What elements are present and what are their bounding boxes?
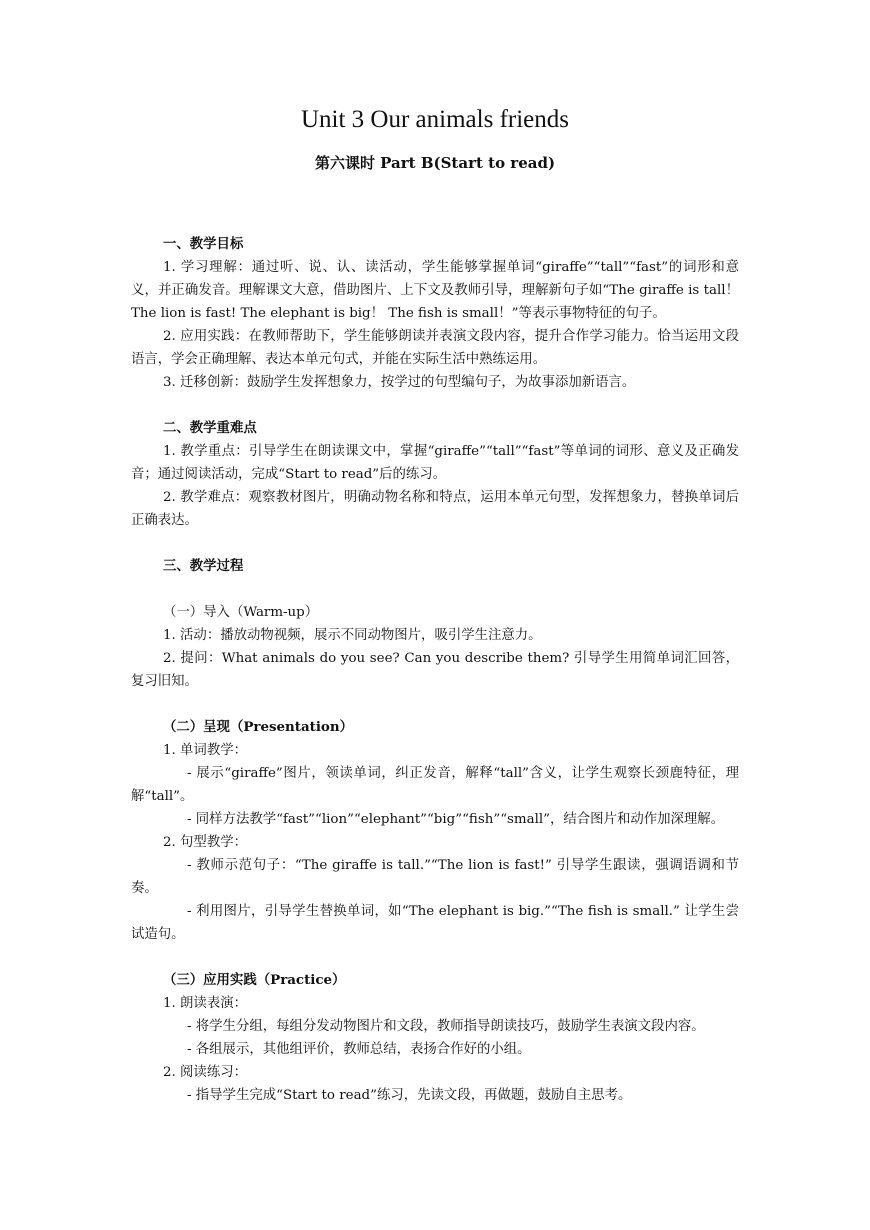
lesson-subtitle: 第六课时 Part B(Start to read) bbox=[314, 154, 556, 172]
presentation-item-2a: - 教师示范句子：“The giraffe is tall.”“The lion is fast!” 引导学生跟读，强调语调和节奏。 bbox=[131, 858, 739, 896]
spacer bbox=[131, 394, 739, 417]
spacer bbox=[131, 946, 739, 969]
section-heading-process: 三、教学过程 bbox=[163, 558, 244, 574]
page-title: Unit 3 Our animals friends bbox=[300, 106, 569, 133]
practice-item-1b: - 各组展示，其他组评价，教师总结，表扬合作好的小组。 bbox=[187, 1042, 531, 1057]
part-heading-warm-up: （一）导入（Warm-up） bbox=[163, 605, 319, 620]
objective-paragraph-3: 3. 迁移创新：鼓励学生发挥想象力，按学过的句型编句子，为故事添加新语言。 bbox=[163, 375, 636, 390]
warm-up-paragraph-2: 2. 提问：What animals do you see? Can you describe them? 引导学生用简单词汇回答，复习旧知。 bbox=[131, 651, 739, 689]
part-heading-presentation: （二）呈现（Presentation） bbox=[163, 719, 353, 735]
practice-item-2: 2. 阅读练习： bbox=[163, 1065, 247, 1080]
presentation-item-1a: - 展示“giraffe”图片，领读单词，纠正发音，解释“tall”含义，让学生观察长颈鹿特征，理解“tall”。 bbox=[131, 766, 739, 804]
key-point-paragraph-2: 2. 教学难点：观察教材图片，明确动物名称和特点，运用本单元句型，发挥想象力，替换单词后正确表达。 bbox=[131, 490, 739, 528]
presentation-item-2b: - 利用图片，引导学生替换单词，如“The elephant is big.”“The fish is small.” 让学生尝试造句。 bbox=[131, 904, 739, 942]
practice-item-2a: - 指导学生完成“Start to read”练习，先读文段，再做题，鼓励自主思考。 bbox=[187, 1088, 632, 1103]
document-body bbox=[131, 233, 739, 1107]
section-heading-key-points: 二、教学重难点 bbox=[163, 420, 257, 436]
practice-item-1: 1. 朗读表演： bbox=[163, 996, 247, 1011]
part-heading-practice: （三）应用实践（Practice） bbox=[163, 972, 346, 988]
section-heading-objectives: 一、教学目标 bbox=[163, 236, 244, 252]
spacer bbox=[131, 578, 739, 601]
practice-item-1a: - 将学生分组，每组分发动物图片和文段，教师指导朗读技巧，鼓励学生表演文段内容。 bbox=[187, 1019, 705, 1034]
spacer bbox=[131, 532, 739, 555]
key-point-paragraph-1: 1. 教学重点：引导学生在朗读课文中，掌握“giraffe”“tall”“fast”等单词的词形、意义及正确发音；通过阅读活动，完成“Start to read”后的练习。 bbox=[131, 444, 739, 482]
objective-paragraph-2: 2. 应用实践：在教师帮助下，学生能够朗读并表演文段内容，提升合作学习能力。恰当运用文段语言，学会正确理解、表达本单元句式，并能在实际生活中熟练运用。 bbox=[131, 329, 739, 367]
spacer bbox=[131, 693, 739, 716]
presentation-item-1b: - 同样方法教学“fast”“lion”“elephant”“big”“fish”“small”，结合图片和动作加深理解。 bbox=[187, 812, 725, 827]
objective-paragraph-1: 1. 学习理解：通过听、说、认、读活动，学生能够掌握单词“giraffe”“tall”“fast”的词形和意义，并正确发音。理解课文大意，借助图片、上下文及教师引导，理解新句子如“The giraffe is tall！ The lion is fast! The elephant is big！ The fish is small！”等表示事物特征的句子。 bbox=[131, 260, 739, 321]
presentation-item-1: 1. 单词教学： bbox=[163, 743, 247, 758]
warm-up-paragraph-1: 1. 活动：播放动物视频，展示不同动物图片，吸引学生注意力。 bbox=[163, 628, 542, 643]
presentation-item-2: 2. 句型教学： bbox=[163, 835, 247, 850]
